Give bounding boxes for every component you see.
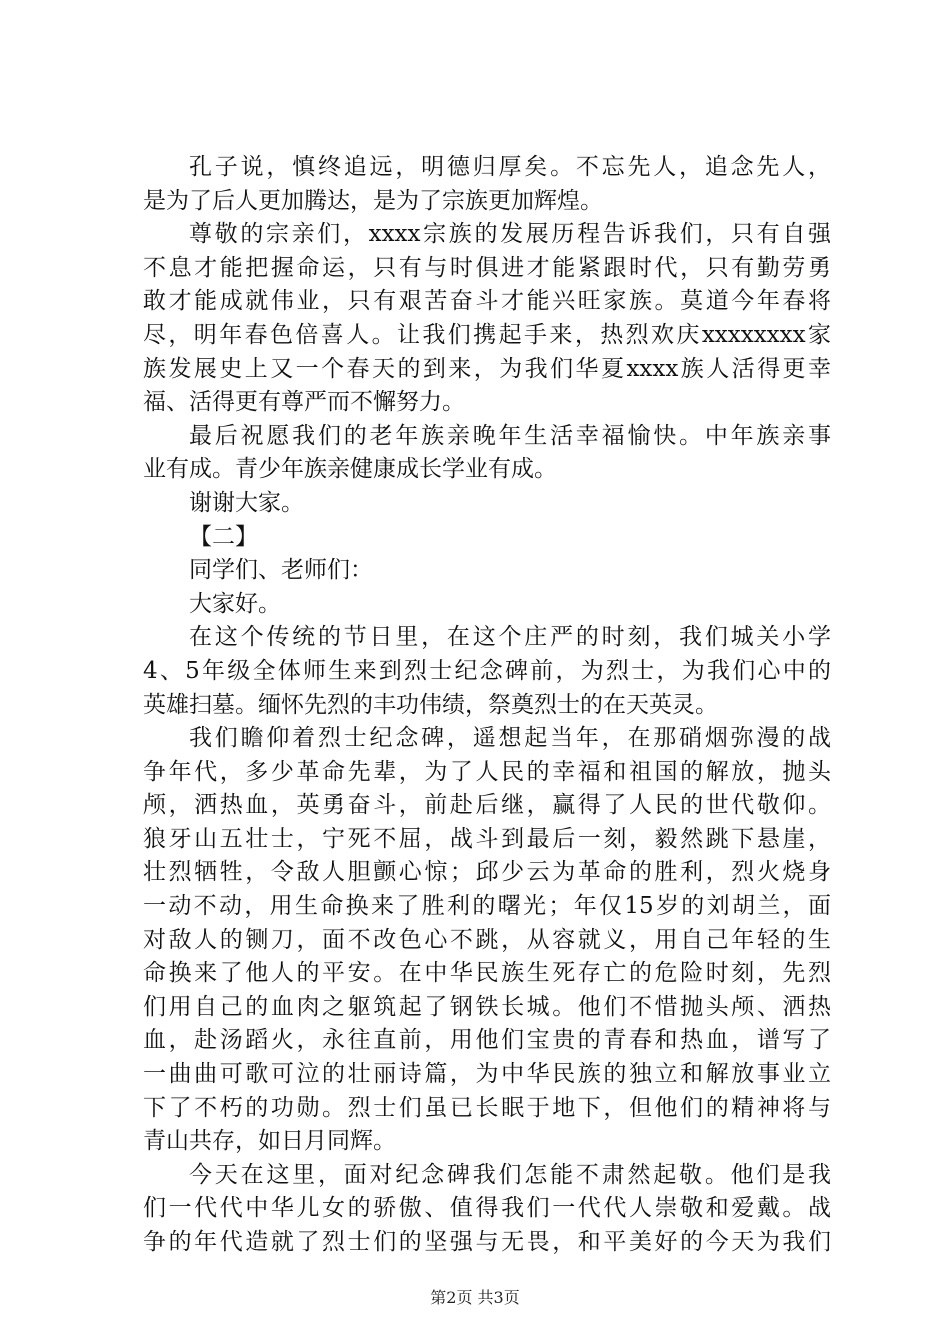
- text-line: 英雄扫墓。缅怀先烈的丰功伟绩，祭奠烈士的在天英灵。: [143, 691, 718, 718]
- text-line: 4、5年级全体师生来到烈士纪念碑前，为烈士，为我们心中的: [143, 657, 831, 684]
- text-line: 血，赴汤蹈火，永往直前，用他们宝贵的青春和热血，谱写了: [143, 1027, 831, 1054]
- text-line: 青山共存，如日月同辉。: [143, 1128, 396, 1155]
- text-line: 下了不朽的功勋。烈士们虽已长眠于地下，但他们的精神将与: [143, 1094, 831, 1121]
- text-line: 壮烈牺牲，令敌人胆颤心惊；邱少云为革命的胜利，烈火烧身: [143, 859, 831, 886]
- document-body: [143, 151, 831, 1260]
- text-line: 敢才能成就伟业，只有艰苦奋斗才能兴旺家族。莫道今年春将: [143, 288, 831, 315]
- text-line: 【二】: [189, 523, 258, 550]
- text-line: 不息才能把握命运，只有与时俱进才能紧跟时代，只有勤劳勇: [143, 254, 831, 281]
- text-line: 尊敬的宗亲们，xxxx宗族的发展历程告诉我们，只有自强: [189, 221, 831, 248]
- text-line: 争年代，多少革命先辈，为了人民的幸福和祖国的解放，抛头: [143, 758, 831, 785]
- text-line: 在这个传统的节日里，在这个庄严的时刻，我们城关小学: [189, 624, 831, 651]
- text-line: 们一代代中华儿女的骄傲、值得我们一代代人崇敬和爱戴。战: [143, 1195, 831, 1222]
- text-line: 最后祝愿我们的老年族亲晚年生活幸福愉快。中年族亲事: [189, 422, 831, 449]
- text-line: 今天在这里，面对纪念碑我们怎能不肃然起敬。他们是我: [189, 1161, 831, 1188]
- text-line: 争的年代造就了烈士们的坚强与无畏，和平美好的今天为我们: [143, 1229, 831, 1255]
- text-line: 孔子说，慎终追远，明德归厚矣。不忘先人，追念先人，: [189, 154, 831, 180]
- text-line: 尽，明年春色倍喜人。让我们携起手来，热烈欢庆xxxxxxxx家: [143, 321, 831, 348]
- text-line: 同学们、老师们：: [189, 557, 373, 584]
- text-line: 福、活得更有尊严而不懈努力。: [143, 389, 465, 416]
- text-line: 我们瞻仰着烈士纪念碑，遥想起当年，在那硝烟弥漫的战: [189, 725, 831, 752]
- page-footer: 第2页 共3页: [430, 1288, 520, 1307]
- text-line: 狼牙山五壮士，宁死不屈，战斗到最后一刻，毅然跳下悬崖，: [143, 825, 831, 852]
- text-line: 业有成。青少年族亲健康成长学业有成。: [143, 456, 557, 483]
- text-line: 对敌人的铡刀，面不改色心不跳，从容就义，用自己年轻的生: [143, 926, 831, 953]
- text-line: 大家好。: [189, 590, 281, 617]
- text-line: 是为了后人更加腾达，是为了宗族更加辉煌。: [143, 187, 603, 214]
- text-line: 谢谢大家。: [189, 489, 304, 516]
- text-line: 族发展史上又一个春天的到来，为我们华夏xxxx族人活得更幸: [143, 355, 831, 382]
- text-line: 命换来了他人的平安。在中华民族生死存亡的危险时刻，先烈: [143, 960, 831, 987]
- text-line: 一曲曲可歌可泣的壮丽诗篇，为中华民族的独立和解放事业立: [143, 1061, 831, 1088]
- text-line: 一动不动，用生命换来了胜利的曙光；年仅15岁的刘胡兰，面: [143, 893, 831, 920]
- text-line: 们用自己的血肉之躯筑起了钢铁长城。他们不惜抛头颅、洒热: [143, 993, 831, 1020]
- text-line: 颅，洒热血，英勇奋斗，前赴后继，赢得了人民的世代敬仰。: [143, 792, 831, 819]
